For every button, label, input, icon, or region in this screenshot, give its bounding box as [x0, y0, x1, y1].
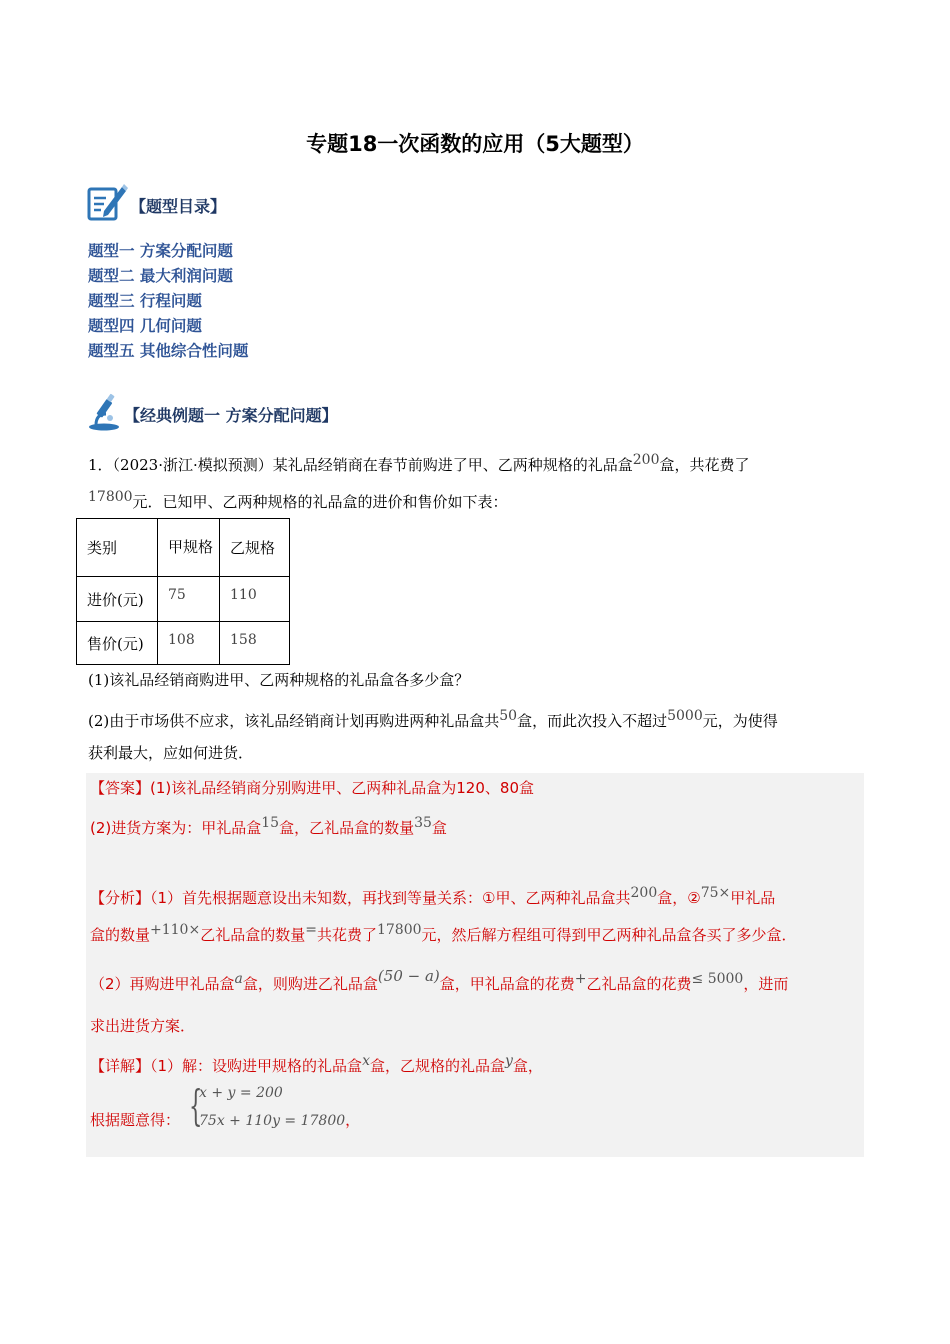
math-value: + [574, 971, 587, 987]
toc-list [88, 239, 248, 364]
question-2-line-1 [88, 706, 778, 731]
detail-line-2: 根据题意得： [90, 1111, 181, 1129]
analysis-text: ，进而 [743, 975, 789, 993]
question-1: (1)该礼品经销商购进甲、乙两种规格的礼品盒各多少盒？ [88, 671, 470, 689]
analysis-text: 盒的数量 [90, 926, 151, 944]
equation-system [189, 1081, 361, 1131]
toc-item-3[interactable]: 题型三 行程问题 [88, 292, 202, 310]
table-cell: 进价(元) [77, 577, 158, 622]
analysis-text: 盒，则购进乙礼品盒 [242, 975, 378, 993]
table-cell: 158 [220, 622, 290, 665]
detail-text: （1）解：设购进甲规格的礼品盒 [150, 1057, 363, 1075]
analysis-text: 共花费了 [316, 926, 377, 944]
math-value: 200 [632, 452, 660, 468]
question-2-line-2: 获利最大，应如何进货． [88, 744, 254, 762]
toc-item-4[interactable]: 题型四 几何问题 [88, 317, 202, 335]
analysis-text: （1）首先根据题意设出未知数，再找到等量关系：①甲、乙两种礼品盒共 [150, 889, 631, 907]
analysis-line-1 [90, 883, 775, 908]
math-value: 35 [414, 815, 432, 831]
math-value: (50 − a) [377, 967, 440, 985]
math-value: +110× [150, 922, 201, 938]
analysis-text: 元，然后解方程组可得到甲乙两种礼品盒各买了多少盒． [421, 926, 797, 944]
problem-line-2 [88, 487, 508, 512]
math-value: 75× [700, 885, 731, 901]
answer-tag: 【答案】 [90, 779, 151, 797]
math-value: ≤ 5000 [691, 971, 744, 987]
math-value: 17800 [88, 489, 133, 505]
detail-tag: 【详解】 [90, 1057, 151, 1075]
problem-text: (2)由于市场供不应求，该礼品经销商计划再购进两种礼品盒共 [88, 712, 500, 730]
analysis-text: （2）再购进甲礼品盒 [90, 975, 235, 993]
answer-text: 盒 [431, 819, 447, 837]
detail-text: 盒， [512, 1057, 543, 1075]
table-cell: 售价(元) [77, 622, 158, 665]
math-value: a [234, 971, 243, 987]
analysis-line-3 [90, 966, 788, 994]
problem-text: 元，为使得 [702, 712, 778, 730]
math-value: 5000 [667, 708, 703, 724]
analysis-text: 盒，甲礼品盒的花费 [439, 975, 575, 993]
equation-comma: ， [345, 1111, 361, 1129]
left-brace: { [189, 1081, 203, 1130]
math-value: 17800 [376, 922, 422, 938]
table-header-cell: 乙规格 [220, 519, 290, 577]
problem-text: 盒，而此次投入不超过 [517, 712, 668, 730]
section-heading-label: 【经典例题一 方案分配问题】 [124, 406, 338, 425]
equation-1: x + y = 200 [199, 1085, 283, 1101]
problem-text: 盒，共花费了 [659, 456, 750, 474]
problem-text: 元．已知甲、乙两种规格的礼品盒的进价和售价如下表： [132, 493, 508, 511]
answer-text: 盒，乙礼品盒的数量 [279, 819, 415, 837]
math-value: = [305, 922, 317, 938]
table-header-cell: 类别 [77, 519, 158, 577]
equation-2 [199, 1109, 360, 1130]
microscope-icon [86, 392, 126, 432]
toc-item-1[interactable]: 题型一 方案分配问题 [88, 242, 233, 260]
toc-item-5[interactable]: 题型五 其他综合性问题 [88, 342, 249, 360]
toc-heading-label: 【题型目录】 [130, 197, 227, 216]
table-header-cell: 甲规格 [158, 519, 220, 577]
table-header-row [77, 519, 290, 577]
math-value: 200 [630, 885, 658, 901]
table-cell: 110 [220, 577, 290, 622]
analysis-text: 乙礼品盒的花费 [586, 975, 692, 993]
analysis-text: 盒，② [657, 889, 701, 907]
price-table [76, 518, 290, 665]
table-row [77, 577, 290, 622]
analysis-text: 乙礼品盒的数量 [200, 926, 306, 944]
math-value: 15 [261, 815, 280, 831]
answer-line-1 [90, 778, 534, 798]
analysis-line-4: 求出进货方案． [90, 1017, 196, 1035]
answer-line-2 [90, 813, 447, 838]
detail-line-1 [90, 1051, 543, 1076]
answer-text: (2)进货方案为：甲礼品盒 [90, 819, 262, 837]
toc-item-2[interactable]: 题型二 最大利润问题 [88, 267, 233, 285]
answer-text: (1)该礼品经销商分别购进甲、乙两种礼品盒为120、80盒 [150, 779, 534, 797]
detail-text: 盒，乙规格的礼品盒 [369, 1057, 505, 1075]
problem-text: 1．（2023·浙江·模拟预测）某礼品经销商在春节前购进了甲、乙两种规格的礼品盒 [88, 456, 633, 474]
analysis-tag: 【分析】 [90, 889, 151, 907]
page-title: 专题18一次函数的应用（5大题型） [306, 132, 644, 156]
analysis-text: 甲礼品 [730, 889, 776, 907]
math-value: x [362, 1053, 370, 1069]
table-cell: 75 [158, 577, 220, 622]
analysis-line-2 [90, 920, 797, 945]
table-cell: 108 [158, 622, 220, 665]
math-value: 50 [499, 708, 518, 724]
notepad-pencil-icon [86, 181, 128, 223]
math-value: y [504, 1053, 513, 1069]
equation-2-text: 75x + 110y = 17800 [199, 1113, 346, 1129]
problem-line-1 [88, 450, 750, 475]
table-row [77, 622, 290, 665]
